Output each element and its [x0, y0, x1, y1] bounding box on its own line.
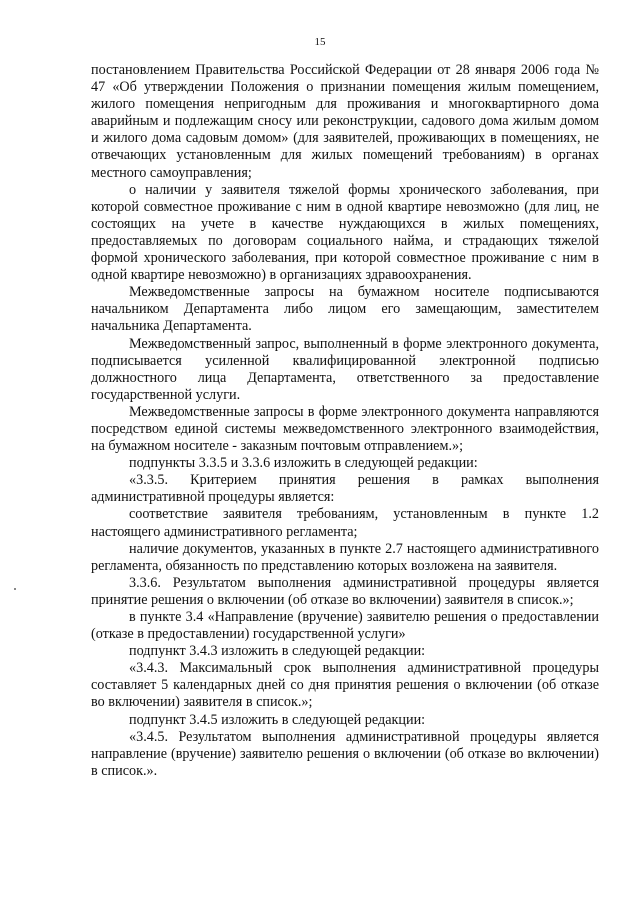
page-number: 15	[314, 36, 326, 48]
paragraph: о наличии у заявителя тяжелой формы хронического заболевания, при которой совместное проживание с ним в одной квартире невозможно (для лиц, не состоящих на учете в качестве нуждающихся в жилых помещениях, предоставляемых по договорам социального найма, и страдающих тяжелой формой хронического заболевания, при которой совместное проживание с ним в одной квартире невозможно) в организациях здравоохранения.	[91, 181, 599, 284]
document-body	[91, 62, 599, 780]
paragraph: подпункты 3.3.5 и 3.3.6 изложить в следующей редакции:	[129, 455, 478, 472]
paragraph: «3.3.5. Критерием принятия решения в рамках выполнения административной процедуры является:	[91, 472, 599, 506]
paragraph: в пункте 3.4 «Направление (вручение) заявителю решения о предоставлении (отказе в предоставлении) государственной услуги»	[91, 609, 599, 643]
paragraph: подпункт 3.4.5 изложить в следующей редакции:	[129, 711, 426, 728]
margin-speck	[14, 588, 16, 590]
paragraph: «3.4.5. Результатом выполнения административной процедуры является направление (вручение) заявителю решения о включении (об отказе во включении) в список.».	[91, 728, 599, 779]
paragraph: наличие документов, указанных в пункте 2.7 настоящего административного регламента, обязанность по представлению которых возложена на заявителя.	[91, 540, 599, 574]
paragraph: Межведомственный запрос, выполненный в форме электронного документа, подписывается усиленной квалифицированной электронной подписью должностного лица Департамента, ответственного за предоставление государственной услуги.	[91, 335, 599, 403]
paragraph: подпункт 3.4.3 изложить в следующей редакции:	[129, 643, 426, 660]
paragraph: «3.4.3. Максимальный срок выполнения административной процедуры составляет 5 календарных дней со дня принятия решения о включении (об отказе во включении) заявителя в список.»;	[91, 660, 599, 711]
paragraph: 3.3.6. Результатом выполнения административной процедуры является принятие решения о включении (об отказе во включении) заявителя в список.»;	[91, 574, 599, 608]
paragraph: постановлением Правительства Российской Федерации от 28 января 2006 года № 47 «Об утверждении Положения о признании помещения жилым помещением, жилого помещения непригодным для проживания и многоквартирного дома аварийным и подлежащим сносу или реконструкции, садового дома жилым домом и жилого дома садовым домом» (для заявителей, проживающих в помещениях, не отвечающих установленным для жилых помещений требованиям) в органах местного самоуправления;	[91, 62, 599, 181]
paragraph: Межведомственные запросы на бумажном носителе подписываются начальником Департамента либо лицом его замещающим, заместителем начальника Департамента.	[91, 284, 599, 335]
paragraph: соответствие заявителя требованиям, установленным в пункте 1.2 настоящего административного регламента;	[91, 506, 599, 540]
paragraph: Межведомственные запросы в форме электронного документа направляются посредством единой системы межведомственного электронного взаимодействия, на бумажном носителе - заказным почтовым отправлением.»;	[91, 403, 599, 455]
